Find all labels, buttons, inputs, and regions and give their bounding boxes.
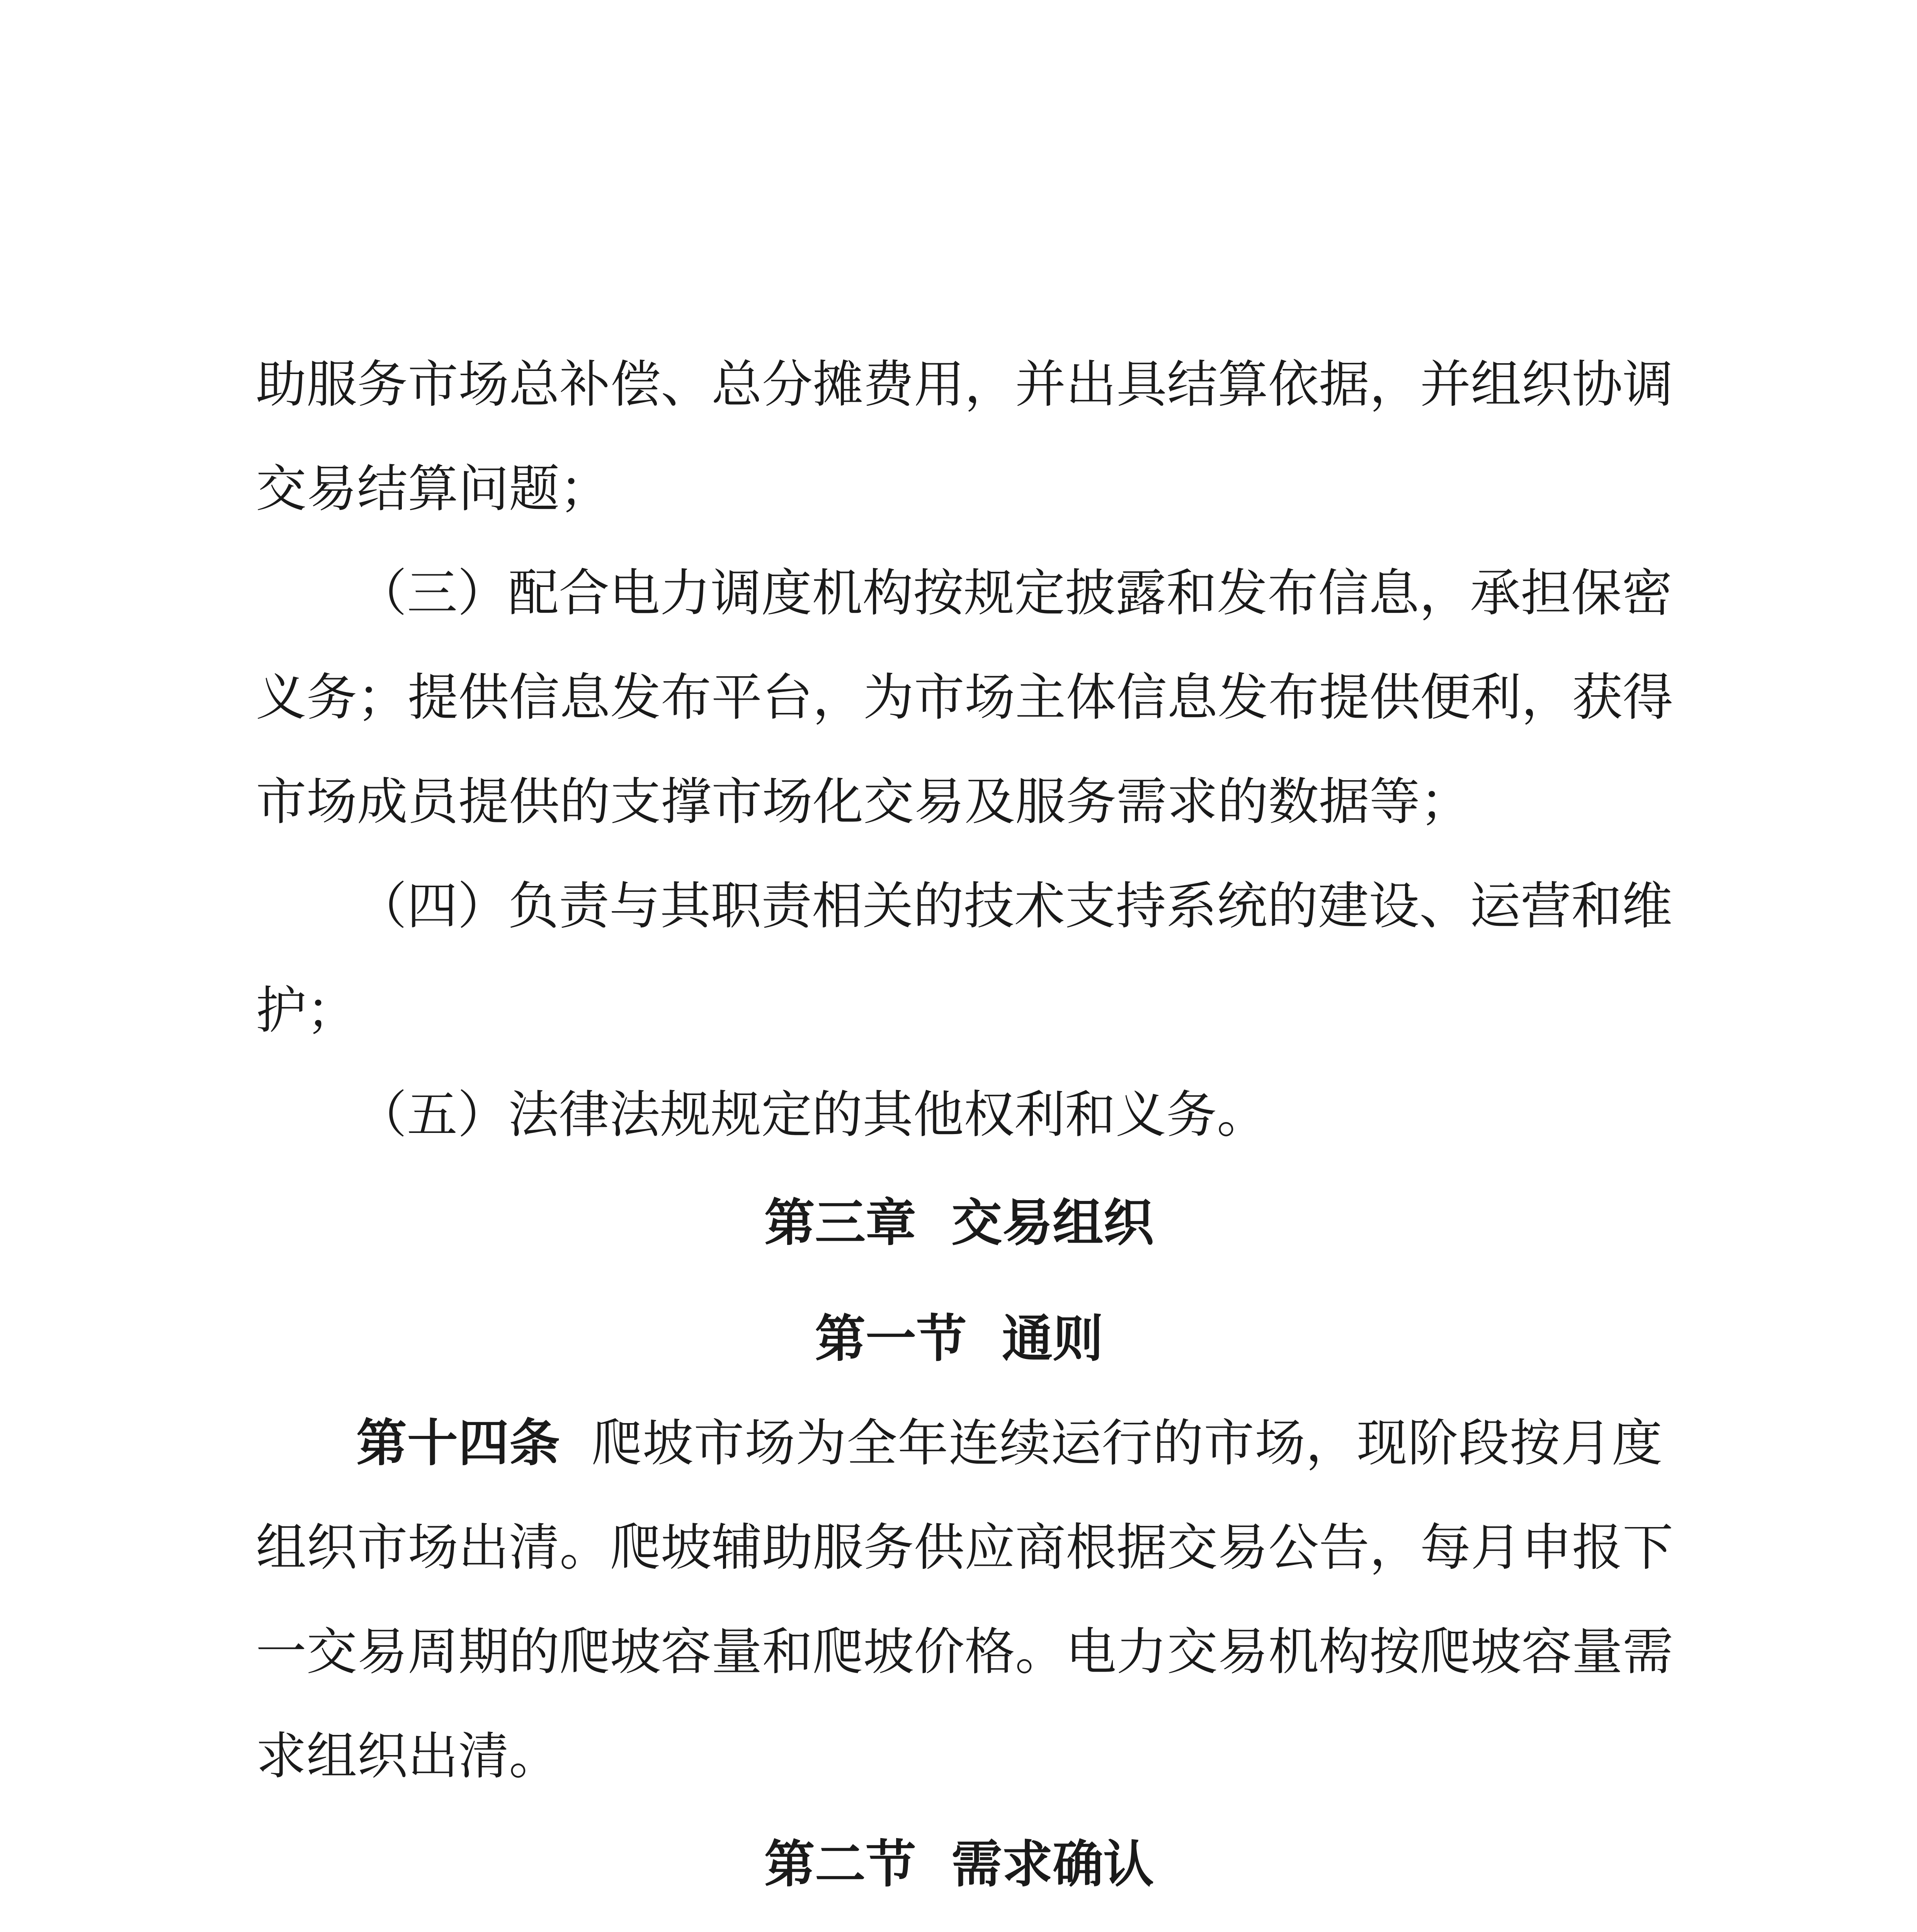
article-line bbox=[356, 1917, 1662, 1932]
body-line: 护； bbox=[256, 981, 357, 1040]
body-line: 求组织出清。 bbox=[256, 1726, 560, 1786]
article-number: 第十四条 bbox=[356, 1413, 560, 1473]
body-line: 义务；提供信息发布平台，为市场主体信息发布提供便利，获得 bbox=[256, 668, 1674, 727]
body-line: 组织市场出清。爬坡辅助服务供应商根据交易公告，每月申报下 bbox=[256, 1518, 1674, 1577]
section-heading: 第二节 需求确认 bbox=[764, 1835, 1154, 1894]
body-line: （四）负责与其职责相关的技术支持系统的建设、运营和维 bbox=[356, 876, 1673, 935]
section-heading: 第一节 通则 bbox=[815, 1309, 1104, 1368]
body-line: （五）法律法规规定的其他权利和义务。 bbox=[356, 1085, 1268, 1144]
article-line bbox=[356, 1391, 1662, 1495]
article-text: 爬坡市场为全年连续运行的市场，现阶段按月度 bbox=[591, 1413, 1662, 1473]
chapter-heading: 第三章 交易组织 bbox=[764, 1193, 1154, 1252]
body-line: （三）配合电力调度机构按规定披露和发布信息，承担保密 bbox=[356, 563, 1673, 622]
body-line: 市场成员提供的支撑市场化交易及服务需求的数据等； bbox=[256, 772, 1471, 831]
body-line: 交易结算问题； bbox=[256, 459, 611, 518]
body-line: 一交易周期的爬坡容量和爬坡价格。电力交易机构按爬坡容量需 bbox=[256, 1622, 1674, 1681]
body-line: 助服务市场总补偿、总分摊费用，并出具结算依据，并组织协调 bbox=[256, 355, 1674, 414]
